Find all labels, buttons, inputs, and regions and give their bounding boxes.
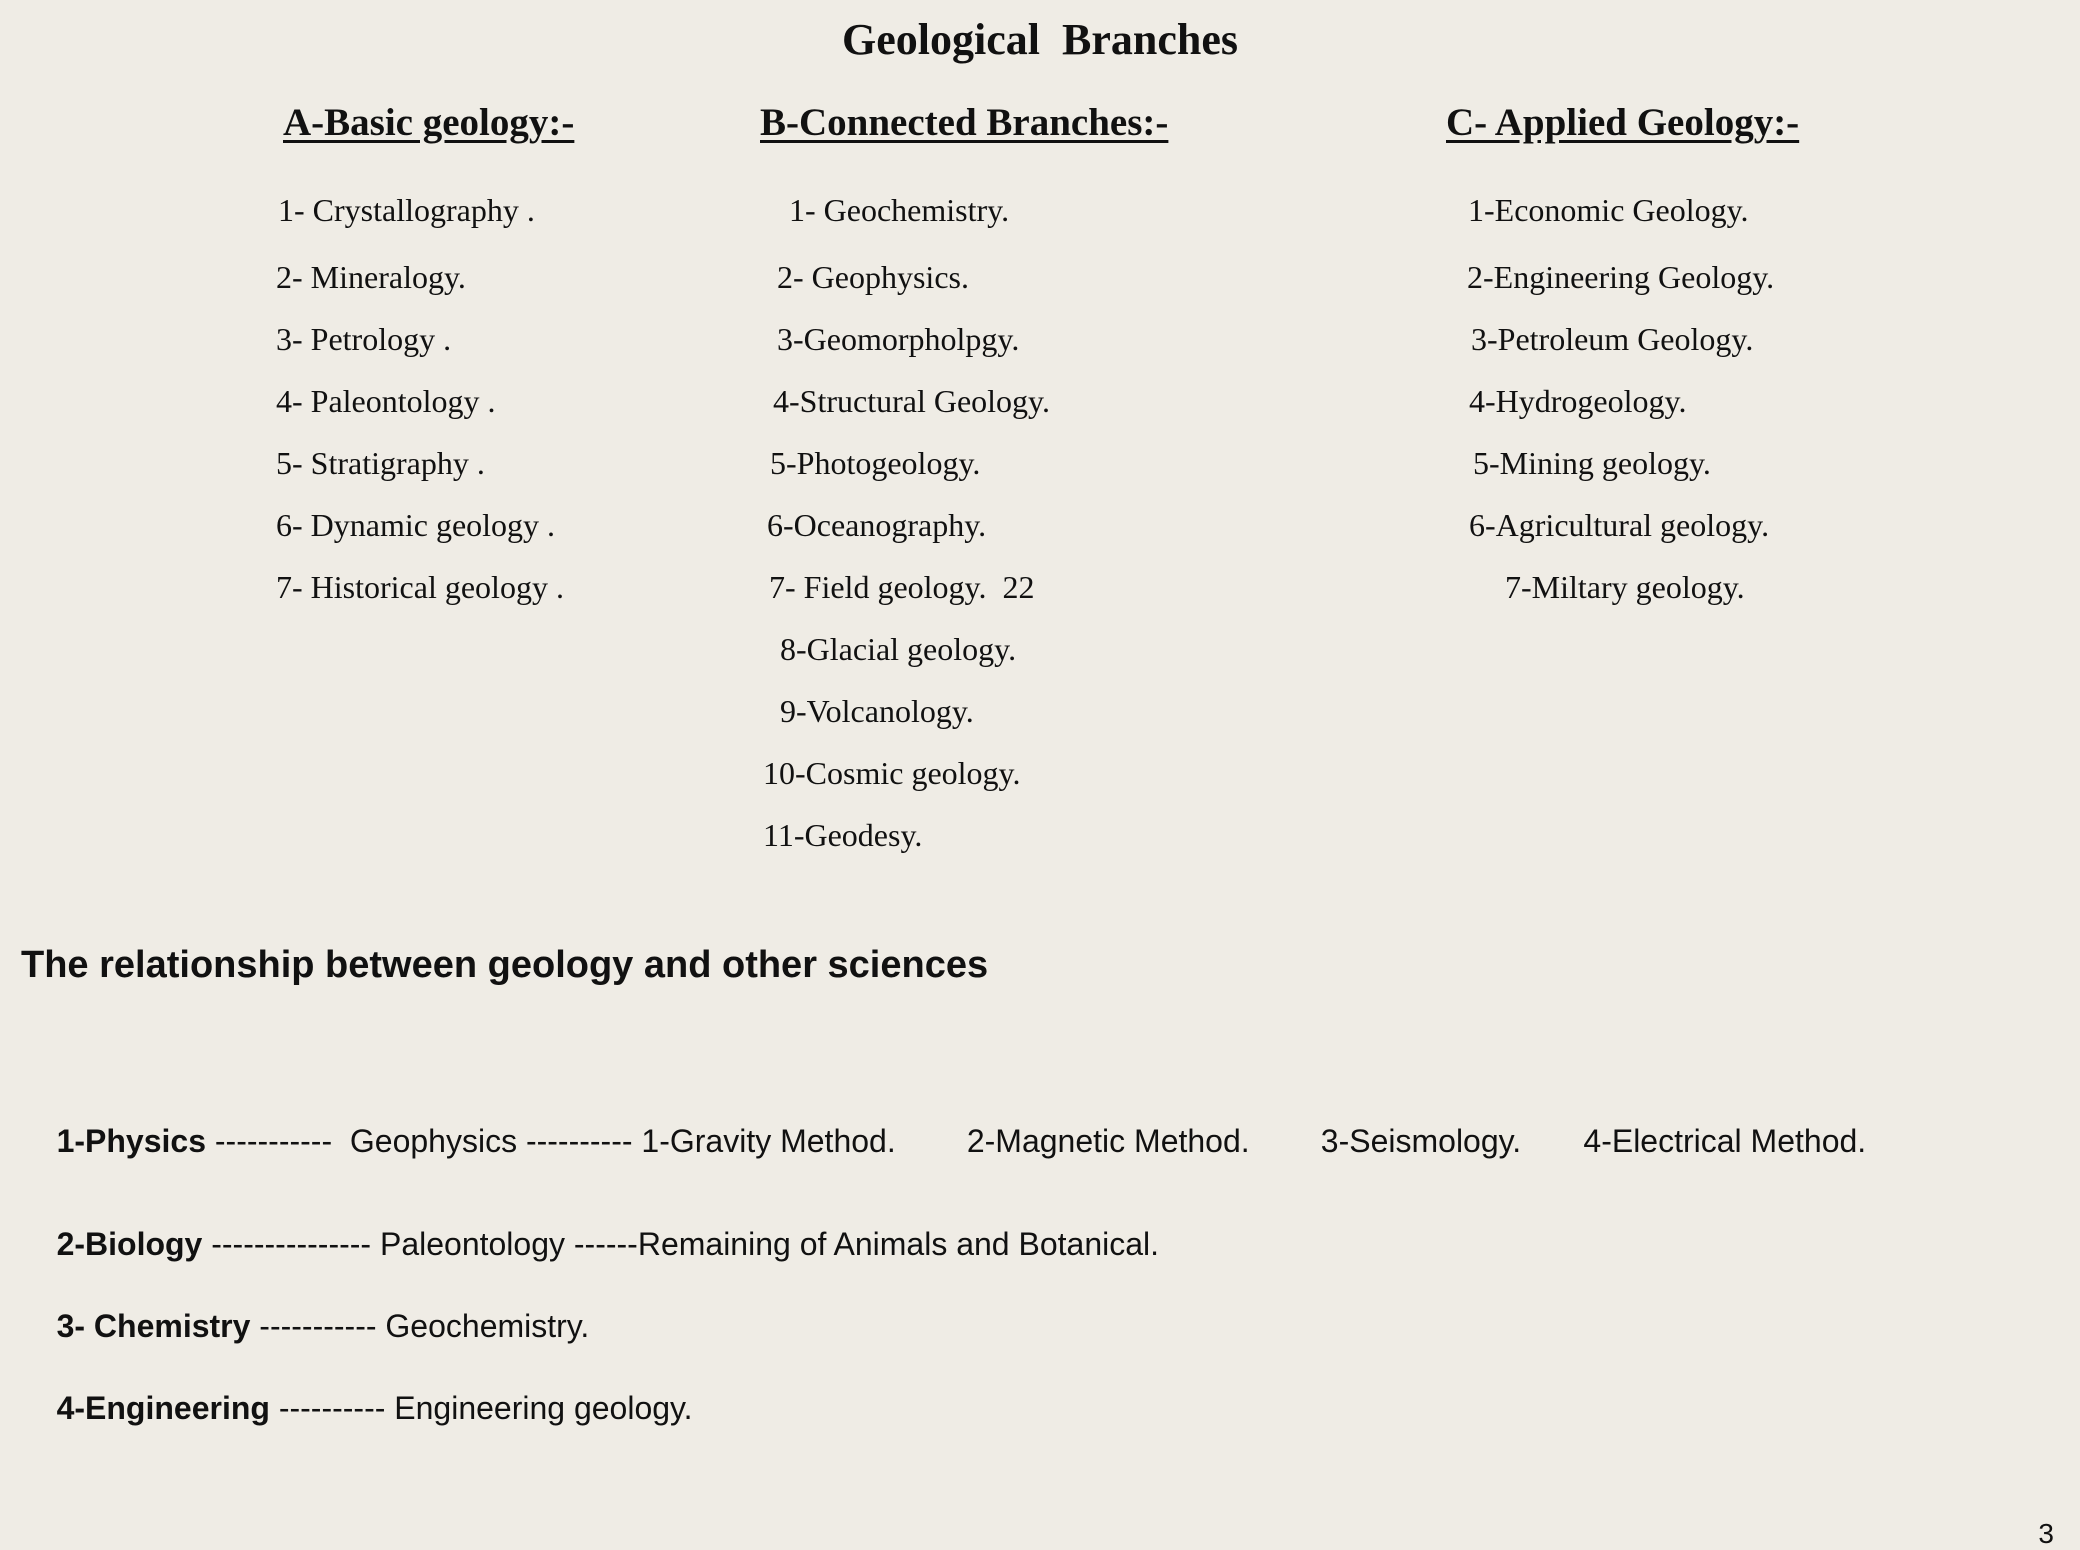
- list-item: 6-Oceanography.: [767, 507, 987, 543]
- relationship-subject: 4-Engineering: [56, 1390, 270, 1426]
- list-item: 4-Hydrogeology.: [1469, 383, 1687, 419]
- relationship-detail: ----------- Geochemistry.: [250, 1308, 590, 1344]
- list-item: 7- Historical geology .: [276, 569, 564, 605]
- page-number: 3: [2038, 1518, 2054, 1549]
- list-item: 1- Geochemistry.: [789, 192, 1010, 228]
- list-item: 2- Geophysics.: [777, 259, 969, 295]
- list-item: 5-Photogeology.: [770, 445, 981, 481]
- relationship-detail: ---------- Engineering geology.: [269, 1390, 693, 1426]
- list-item: 8-Glacial geology.: [780, 631, 1017, 667]
- relationship-subject: 1-Physics: [56, 1123, 206, 1159]
- list-item: 1- Crystallography .: [278, 192, 535, 228]
- list-item: 7- Field geology. 22: [769, 569, 1035, 605]
- relationship-detail: --------------- Paleontology ------Remaining of Animals and Botanical.: [202, 1226, 1160, 1262]
- relationship-subject: 3- Chemistry: [56, 1308, 251, 1344]
- column-heading-connected: B-Connected Branches:-: [760, 101, 1169, 144]
- list-item: 4- Paleontology .: [276, 383, 496, 419]
- relationship-row: [21, 1353, 693, 1464]
- list-item: 11-Geodesy.: [763, 817, 923, 853]
- list-item: 6- Dynamic geology .: [276, 507, 556, 543]
- list-item: 5- Stratigraphy .: [276, 445, 485, 481]
- list-item: 10-Cosmic geology.: [763, 755, 1021, 791]
- relationship-subject: 2-Biology: [56, 1226, 203, 1262]
- list-item: 1-Economic Geology.: [1468, 192, 1749, 228]
- list-item: 3-Geomorpholpgy.: [777, 321, 1020, 357]
- list-item: 3-Petroleum Geology.: [1471, 321, 1754, 357]
- list-item: 6-Agricultural geology.: [1469, 507, 1770, 543]
- list-item: 3- Petrology .: [276, 321, 452, 357]
- relationship-row: [21, 1086, 1866, 1197]
- relationship-detail: ----------- Geophysics ---------- 1-Gravity Method. 2-Magnetic Method. 3-Seismology. 4-Electrical Method.: [205, 1123, 1867, 1159]
- section-heading-relationship: The relationship between geology and other sciences: [21, 944, 989, 986]
- list-item: 9-Volcanology.: [780, 693, 974, 729]
- column-heading-basic: A-Basic geology:-: [283, 101, 575, 144]
- page-title: Geological Branches: [842, 15, 1238, 64]
- list-item: 5-Mining geology.: [1473, 445, 1711, 481]
- list-item: 2- Mineralogy.: [276, 259, 466, 295]
- list-item: 4-Structural Geology.: [773, 383, 1050, 419]
- list-item: 7-Miltary geology.: [1505, 569, 1745, 605]
- list-item: 2-Engineering Geology.: [1467, 259, 1775, 295]
- column-heading-applied: C- Applied Geology:-: [1446, 101, 1800, 144]
